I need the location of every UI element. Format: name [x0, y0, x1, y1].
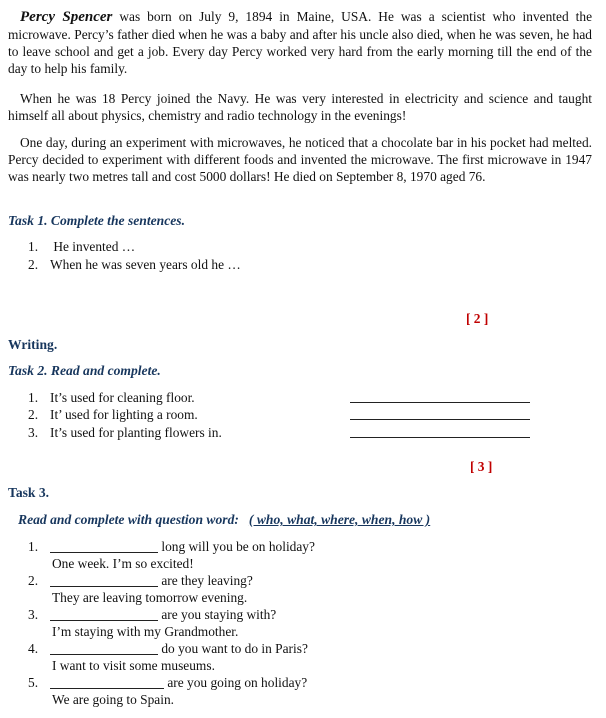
- task3-instruction: [18, 511, 430, 528]
- task3-answer: They are leaving tomorrow evening.: [52, 590, 248, 605]
- item-number: 4.: [28, 641, 39, 656]
- task1-title: Task 1. Complete the sentences.: [8, 213, 185, 228]
- task2-item: [28, 406, 198, 423]
- task3-answer: I’m staying with my Grandmother.: [52, 624, 239, 639]
- task1-item: [28, 238, 135, 255]
- task3-question: [28, 640, 308, 657]
- instruction-text: Read and complete with question word:: [18, 512, 239, 527]
- reading-paragraph-2-text: When he was 18 Percy joined the Navy. He was very interested in electricity and science and taught himself all about physics, chemistry and radio technology in the evenings!: [8, 91, 592, 123]
- task2-item: [28, 389, 195, 406]
- item-text: When he was seven years old he …: [50, 257, 241, 272]
- question-text: are you staying with?: [158, 607, 277, 622]
- answer-blank[interactable]: [50, 675, 164, 689]
- answer-line[interactable]: [350, 419, 530, 420]
- task1-score-mark: [ 2 ]: [466, 311, 489, 326]
- reading-paragraph-1: [8, 8, 592, 77]
- reading-paragraph-3: [8, 134, 592, 185]
- task3-heading: Task 3.: [8, 485, 50, 500]
- answer-blank[interactable]: [50, 607, 158, 621]
- task3-question: [28, 572, 253, 589]
- task2-title: Task 2. Read and complete.: [8, 363, 161, 378]
- reading-paragraph-2: [8, 90, 592, 124]
- item-number: 1.: [28, 390, 39, 405]
- question-text: are you going on holiday?: [164, 675, 308, 690]
- answer-line[interactable]: [350, 402, 530, 403]
- item-number: 1.: [28, 539, 39, 554]
- task3-question: [28, 538, 315, 555]
- item-number: 1.: [28, 239, 39, 254]
- task3-question: [28, 606, 276, 623]
- answer-line[interactable]: [350, 437, 530, 438]
- question-text: are they leaving?: [158, 573, 253, 588]
- answer-blank[interactable]: [50, 641, 158, 655]
- task3-answer: One week. I’m so excited!: [52, 556, 194, 571]
- reading-paragraph-1-text: was born on July 9, 1894 in Maine, USA. He was a scientist who invented the microwave. Percy’s father died when he was a baby and after his uncle also died, when he was seven, he had to leave school and get a job. Every day Percy worked very hard from the early morning till the end of the day to help his family.: [8, 9, 593, 76]
- task2-item: [28, 424, 222, 441]
- item-text: It’s used for cleaning floor.: [50, 390, 195, 405]
- question-text: do you want to do in Paris?: [158, 641, 308, 656]
- reading-paragraph-3-text: One day, during an experiment with microwaves, he noticed that a chocolate bar in his pocket had melted. Percy decided to experiment with different foods and invented the microwave. The first microwave in 1947 was nearly two metres tall and cost 5000 dollars! He died on September 8, 1970 aged 76.: [8, 135, 592, 184]
- person-name: Percy Spencer: [20, 9, 113, 25]
- item-number: 2.: [28, 407, 39, 422]
- item-text: It’s used for planting flowers in.: [50, 425, 222, 440]
- item-number: 3.: [28, 607, 39, 622]
- task2-score-mark: [ 3 ]: [470, 459, 493, 474]
- question-words: ( who, what, where, when, how ): [248, 512, 431, 527]
- answer-blank[interactable]: [50, 573, 158, 587]
- answer-blank[interactable]: [50, 539, 158, 553]
- item-number: 3.: [28, 425, 39, 440]
- task1-item: [28, 256, 241, 273]
- task3-question: [28, 674, 307, 691]
- question-text: long will you be on holiday?: [158, 539, 315, 554]
- task3-answer: We are going to Spain.: [52, 692, 175, 707]
- task3-answer: I want to visit some museums.: [52, 658, 215, 673]
- item-text: It’ used for lighting a room.: [50, 407, 198, 422]
- item-number: 2.: [28, 257, 39, 272]
- writing-heading: Writing.: [8, 337, 58, 352]
- item-number: 2.: [28, 573, 39, 588]
- item-text: He invented …: [50, 239, 136, 254]
- item-number: 5.: [28, 675, 39, 690]
